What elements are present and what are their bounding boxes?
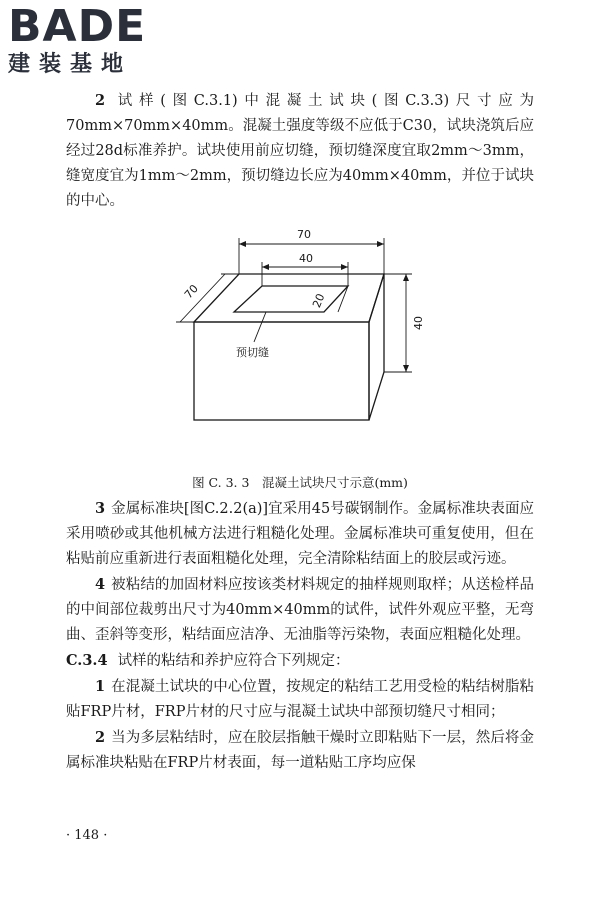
block-front-face [194, 322, 369, 420]
dim-label-top: 70 [297, 228, 311, 241]
block-top-face [194, 274, 384, 322]
paragraph-1-bonding [66, 674, 534, 725]
bade-logo [8, 1, 178, 78]
item-number: 3 [95, 500, 106, 517]
block-right-face [369, 274, 384, 420]
precut-label: 预切缝 [236, 346, 269, 359]
dim-label-inner-top: 40 [299, 252, 313, 265]
dim-label-left: 70 [181, 282, 201, 302]
item-number: 2 [95, 729, 106, 746]
dim-label-inner-side: 20 [310, 291, 328, 310]
concrete-block-figure [66, 220, 534, 470]
logo-text-en: BADE [8, 1, 147, 52]
page-content [66, 88, 534, 776]
clause-text: 试样的粘结和养护应符合下列规定： [117, 653, 350, 669]
paragraph-2-specimen-size [66, 88, 534, 214]
concrete-block-diagram [66, 220, 534, 452]
item-number: 2 [95, 92, 106, 109]
paragraph-text: 试样(图C.3.1)中混凝土试块(图C.3.3)尺寸应为70mm×70mm×40mm。混凝土强度等级不应低于C30，试块浇筑后应经过28d标准养护。试块使用前应切缝，预切缝深度宜取2mm～3mm，缝宽度宜为1mm～2mm，预切缝边长应为40mm×40mm，并位于试块的中心。 [66, 93, 534, 209]
paragraph-text: 在混凝土试块的中心位置，按规定的粘结工艺用受检的粘结树脂粘贴FRP片材，FRP片材的尺寸应与混凝土试块中部预切缝尺寸相同； [66, 679, 534, 720]
paragraph-4-reinforcement [66, 572, 534, 648]
figure-caption: 图 C. 3. 3 混凝土试块尺寸示意(mm) [192, 475, 408, 490]
paragraph-text: 被粘结的加固材料应按该类材料规定的抽样规则取样；从送检样品的中间部位裁剪出尺寸为40mm×40mm的试件，试件外观应平整，无弯曲、歪斜等变形，粘结面应洁净、无油脂等污染物，表面应粗糙化处理。 [66, 577, 534, 643]
item-number: 1 [95, 678, 106, 695]
page-number: · 148 · [66, 828, 108, 843]
logo-text-zh: 建装基地 [8, 52, 133, 77]
dim-label-right: 40 [412, 316, 425, 330]
paragraph-text: 当为多层粘结时，应在胶层指触干燥时立即粘贴下一层，然后将金属标准块粘贴在FRP片材表面，每一道粘贴工序均应保 [66, 730, 534, 771]
item-number: 4 [95, 576, 106, 593]
clause-c-3-4 [66, 648, 534, 674]
clause-number: C.3.4 [66, 652, 108, 669]
paragraph-3-metal-block [66, 496, 534, 572]
paragraph-text: 金属标准块[图C.2.2(a)]宜采用45号碳钢制作。金属标准块表面应采用喷砂或其他机械方法进行粗糙化处理。金属标准块可重复使用，但在粘贴前应重新进行表面粗糙化处理，完全清除粘结面上的胶层或污迹。 [66, 501, 534, 567]
precut-square [234, 286, 348, 312]
paragraph-2-multilayer [66, 725, 534, 776]
